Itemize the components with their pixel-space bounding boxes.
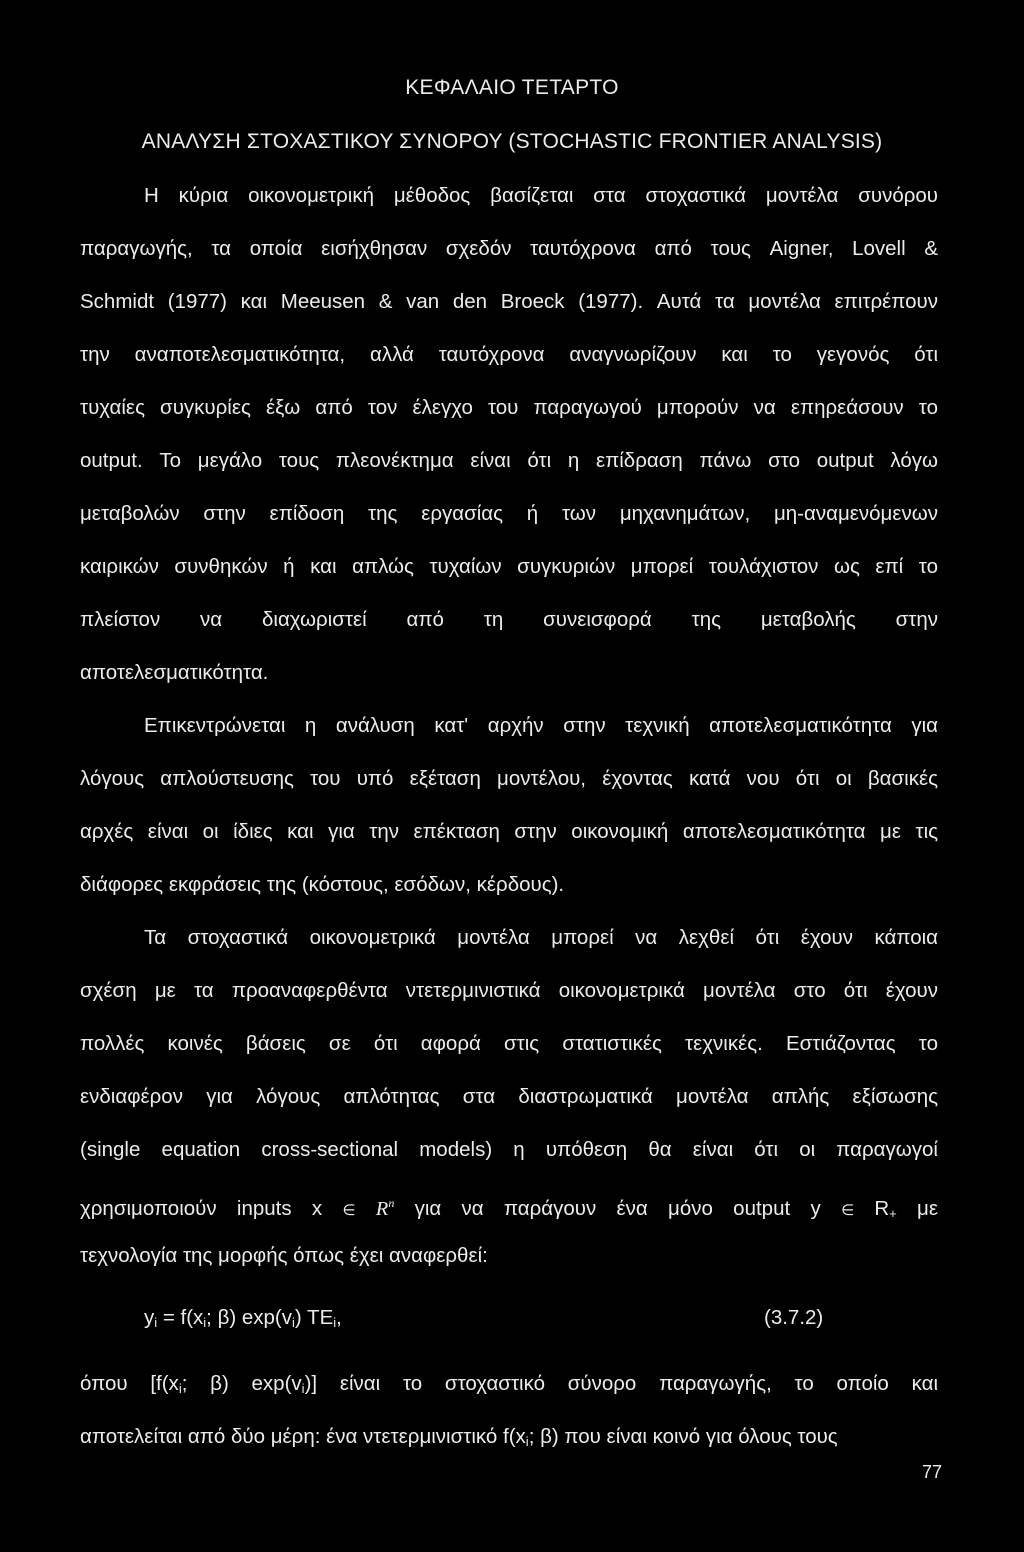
body-line: μεταβολών στην επίδοση της εργασίας ή των μηχανημάτων, μη-αναμενόμενων <box>80 502 938 525</box>
body-line: παραγωγής, τα οποία εισήχθησαν σχεδόν ταυτόχρονα από τους Aigner, Lovell & <box>80 237 938 260</box>
equation-number: (3.7.2) <box>764 1306 824 1329</box>
body-line: αποτελεσματικότητα. <box>80 661 269 684</box>
equation: $y_i = f(x_i$; β) $\exp(v_i)$ $TE_i$, <box>144 1306 342 1330</box>
positive-reals-symbol: $R_+$ <box>874 1197 897 1221</box>
body-line: λόγους απλούστευσης του υπό εξέταση μοντέλου, έχοντας κατά νου ότι οι βασικές <box>80 767 938 790</box>
section-title: ΑΝΑΛΥΣΗ ΣΤΟΧΑΣΤΙΚΟΥ ΣΥΝΟΡΟΥ (STOCHASTIC FRONTIER ANALYSIS) <box>141 130 883 153</box>
body-line: όπου [$f(x_i$; β) $\exp(v_i)$] είναι το στοχαστικό σύνορο παραγωγής, το οποίο και <box>80 1372 938 1396</box>
chapter-title: ΚΕΦΑΛΑΙΟ ΤΕΤΑΡΤΟ <box>405 76 619 99</box>
body-line: Τα στοχαστικά οικονομετρικά μοντέλα μπορεί να λεχθεί ότι έχουν κάποια <box>144 926 938 949</box>
body-line: καιρικών συνθηκών ή και απλώς τυχαίων συγκυριών μπορεί τουλάχιστον ως επί το <box>80 555 938 578</box>
body-line: Schmidt (1977) και Meeusen & van den Broeck (1977). Αυτά τα μοντέλα επιτρέπουν <box>80 290 938 313</box>
body-line: πλείστον να διαχωριστεί από τη συνεισφορά της μεταβολής στην <box>80 608 938 631</box>
body-line: Επικεντρώνεται η ανάλυση κατ' αρχήν στην τεχνική αποτελεσματικότητα για <box>144 714 938 737</box>
real-space-symbol: $R^n$ <box>375 1196 395 1220</box>
body-line: τεχνολογία της μορφής όπως έχει αναφερθεί: <box>80 1244 488 1267</box>
element-of-symbol: ∈ <box>342 1201 356 1219</box>
body-line: την αναποτελεσματικότητα, αλλά ταυτόχρονα αναγνωρίζουν και το γεγονός ότι <box>80 343 938 366</box>
body-line: διάφορες εκφράσεις της (κόστους, εσόδων, κέρδους). <box>80 873 565 896</box>
body-line: τυχαίες συγκυρίες έξω από τον έλεγχο του παραγωγού μπορούν να επηρεάσουν το <box>80 396 938 419</box>
body-line: Η κύρια οικονομετρική μέθοδος βασίζεται στα στοχαστικά μοντέλα συνόρου <box>144 184 938 207</box>
element-of-symbol: ∈ <box>840 1201 855 1219</box>
body-line: αποτελείται από δύο μέρη: ένα ντετερμινιστικό $f(x_i$; β) που είναι κοινό για όλους τους <box>80 1425 838 1449</box>
body-line: σχέση με τα προαναφερθέντα ντετερμινιστικά οικονομετρικά μοντέλα στο ότι έχουν <box>80 979 938 1002</box>
body-line: (single equation cross-sectional models) η υπόθεση θα είναι ότι οι παραγωγοί <box>80 1138 938 1161</box>
page-number: 77 <box>921 1462 942 1482</box>
body-line: αρχές είναι οι ίδιες και για την επέκταση στην οικονομική αποτελεσματικότητα με τις <box>80 820 938 843</box>
body-line: ενδιαφέρον για λόγους απλότητας στα διαστρωματικά μοντέλα απλής εξίσωσης <box>80 1085 938 1108</box>
body-line: πολλές κοινές βάσεις σε ότι αφορά στις στατιστικές τεχνικές. Εστιάζοντας το <box>80 1032 938 1055</box>
inputs-line: χρησιμοποιούν inputs x ∈ $R^n$ για να παράγουν ένα μόνο output y ∈ $R_+$ με <box>80 1196 938 1221</box>
body-line: output. Το μεγάλο τους πλεονέκτημα είναι ότι η επίδραση πάνω στο output λόγω <box>80 449 938 472</box>
